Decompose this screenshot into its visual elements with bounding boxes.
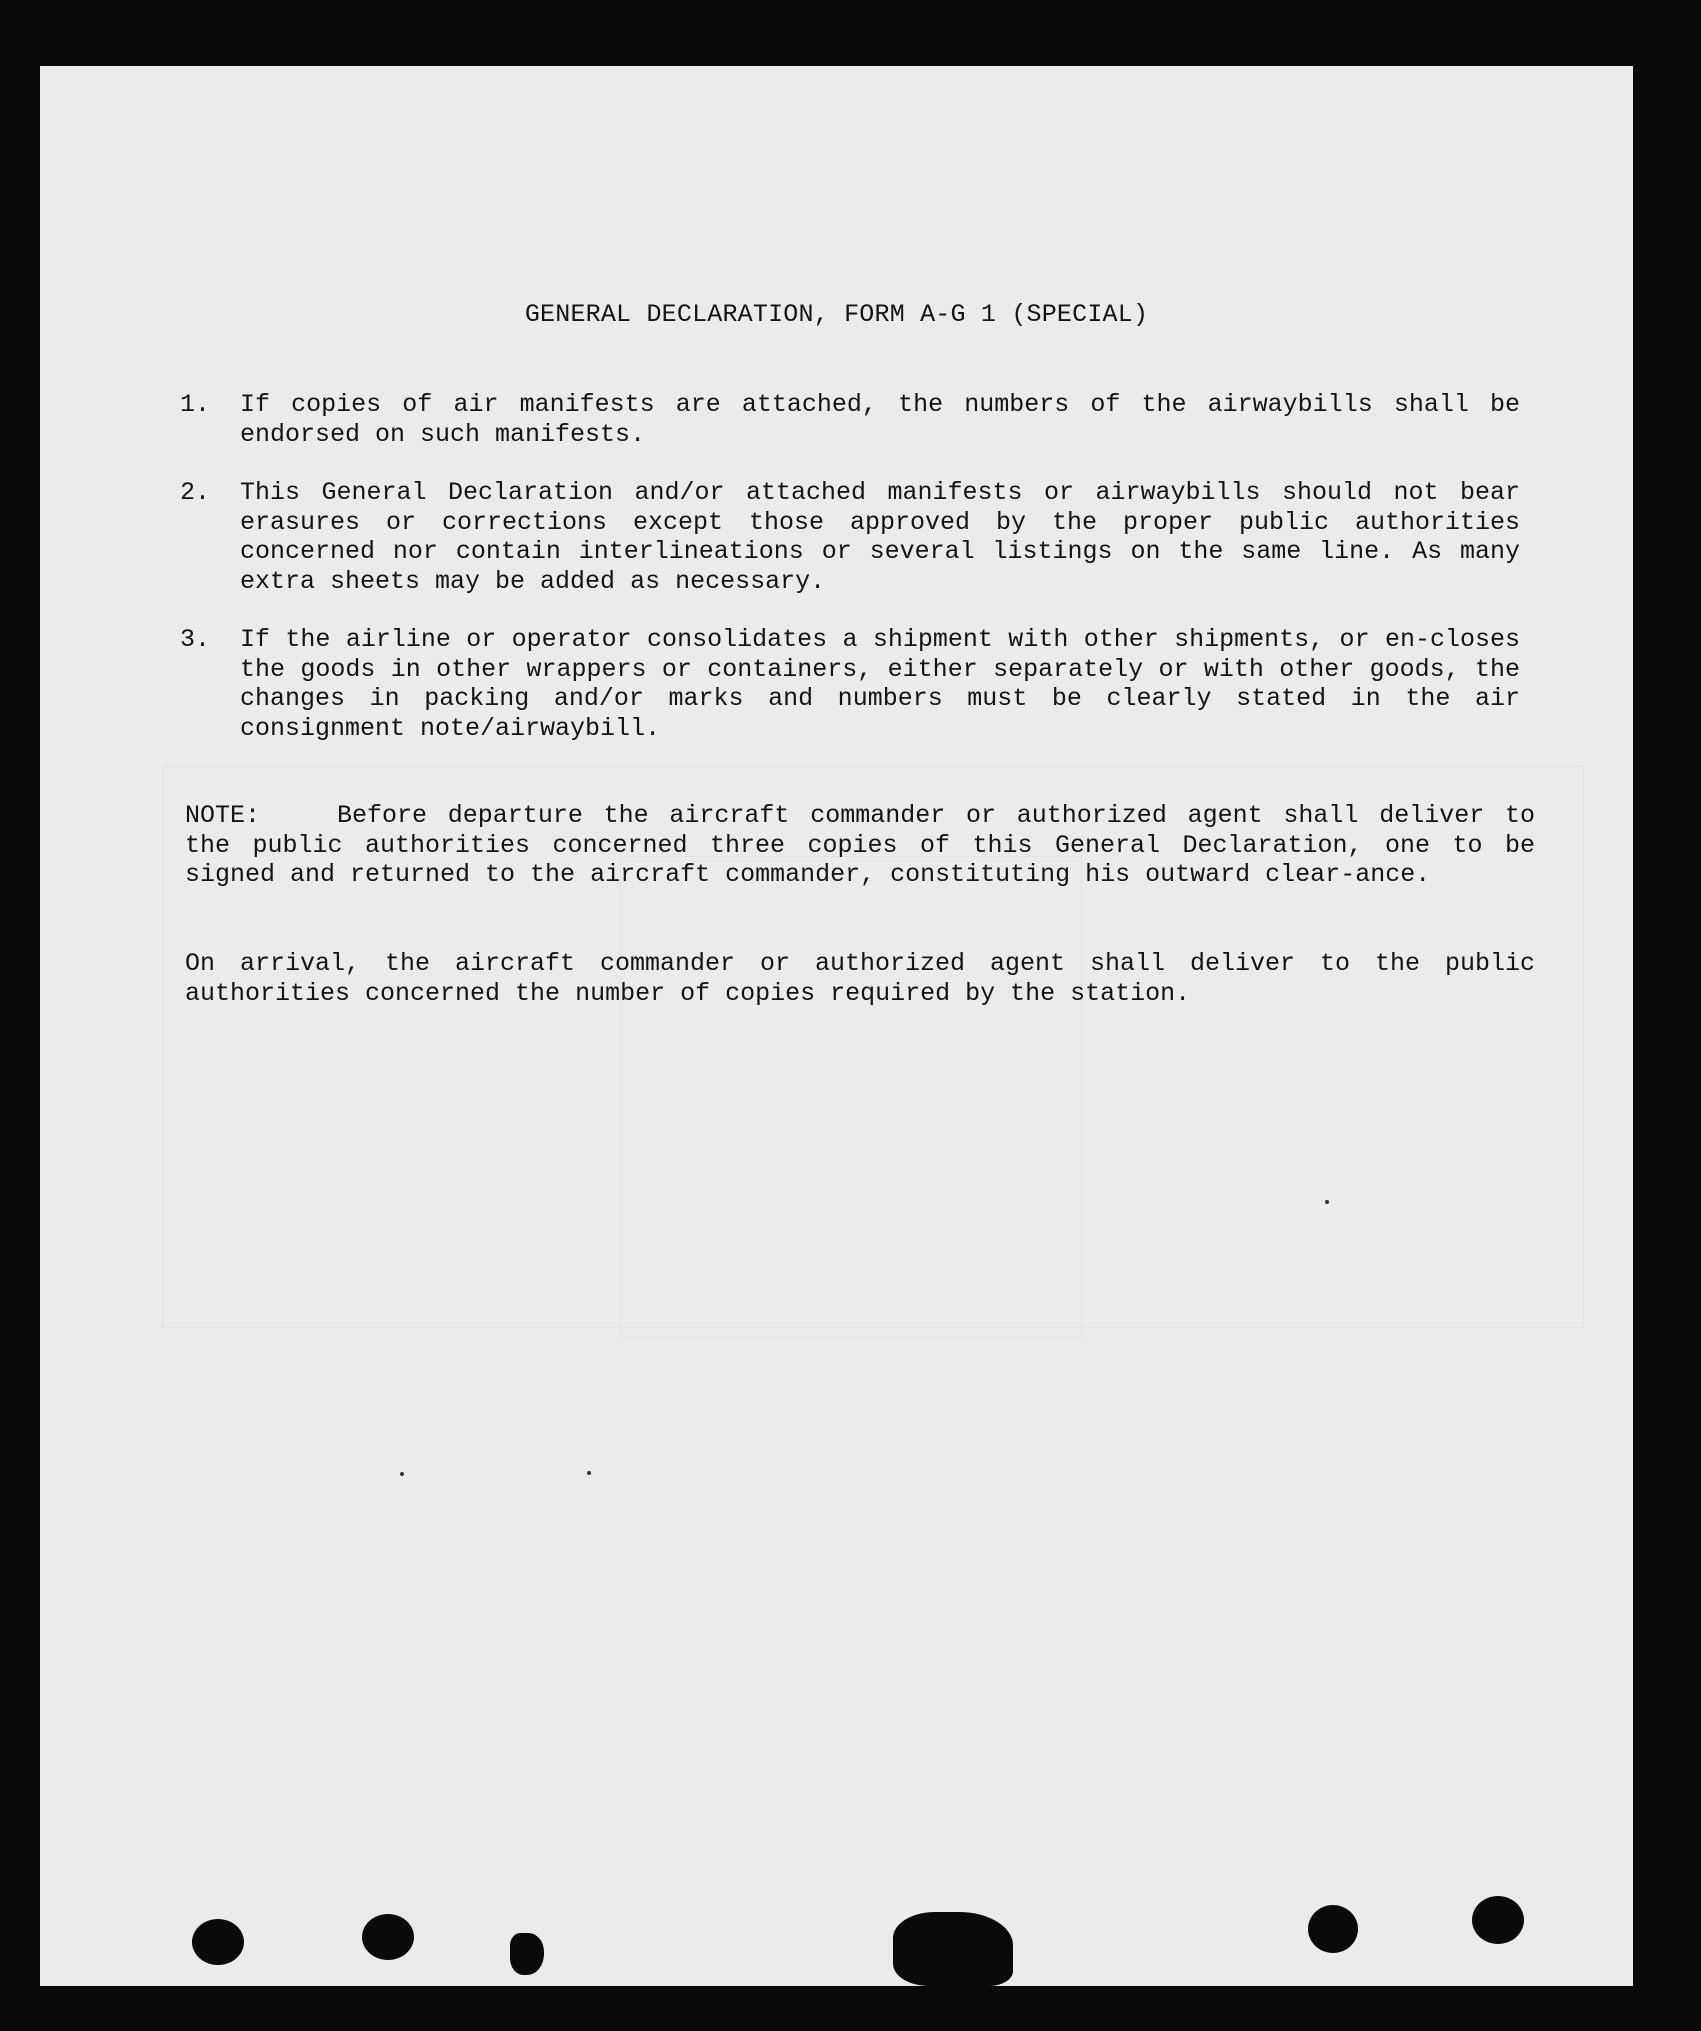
item-number: 3. [180, 625, 211, 654]
document-sheet [40, 66, 1633, 1986]
punch-hole [192, 1919, 244, 1965]
punch-hole [362, 1914, 414, 1960]
dust-speck [400, 1472, 404, 1476]
arrival-paragraph: On arrival, the aircraft commander or authorized agent shall deliver to the public authorities concerned the number of copies required by the station. [185, 949, 1535, 1008]
punch-hole [510, 1933, 544, 1975]
punch-hole [1308, 1905, 1358, 1953]
dust-speck [1325, 1200, 1329, 1204]
dust-speck [587, 1471, 591, 1475]
document-title: GENERAL DECLARATION, FORM A-G 1 (SPECIAL) [524, 300, 1149, 329]
instruction-item-3 [180, 625, 1520, 743]
instruction-item-1 [180, 390, 1520, 449]
punch-hole [893, 1912, 1013, 1986]
item-text: This General Declaration and/or attached manifests or airwaybills should not bear erasures or corrections except those approved by the proper public authorities concerned nor contain interlineations or several listings on the same line. As many extra sheets may be added as necessary. [240, 478, 1520, 596]
bleed-through-box [620, 856, 1082, 1338]
punch-hole [1472, 1896, 1524, 1944]
item-text: If copies of air manifests are attached, the numbers of the airwaybills shall be endorsed on such manifests. [240, 390, 1520, 449]
item-number: 2. [180, 478, 211, 507]
item-text: If the airline or operator consolidates a shipment with other shipments, or en-closes the goods in other wrappers or containers, either separately or with other goods, the changes in packing and/or marks and numbers must be clearly stated in the air consignment note/airwaybill. [240, 625, 1520, 743]
instruction-item-2 [180, 478, 1520, 596]
note-text: Before departure the aircraft commander or authorized agent shall deliver to the public authorities concerned three copies of this General Declaration, one to be signed and returned to the aircraft commander, constituting his outward clear-ance. [185, 801, 1535, 889]
note-label: NOTE: [185, 801, 261, 830]
item-number: 1. [180, 390, 211, 419]
note-paragraph [185, 801, 1535, 890]
